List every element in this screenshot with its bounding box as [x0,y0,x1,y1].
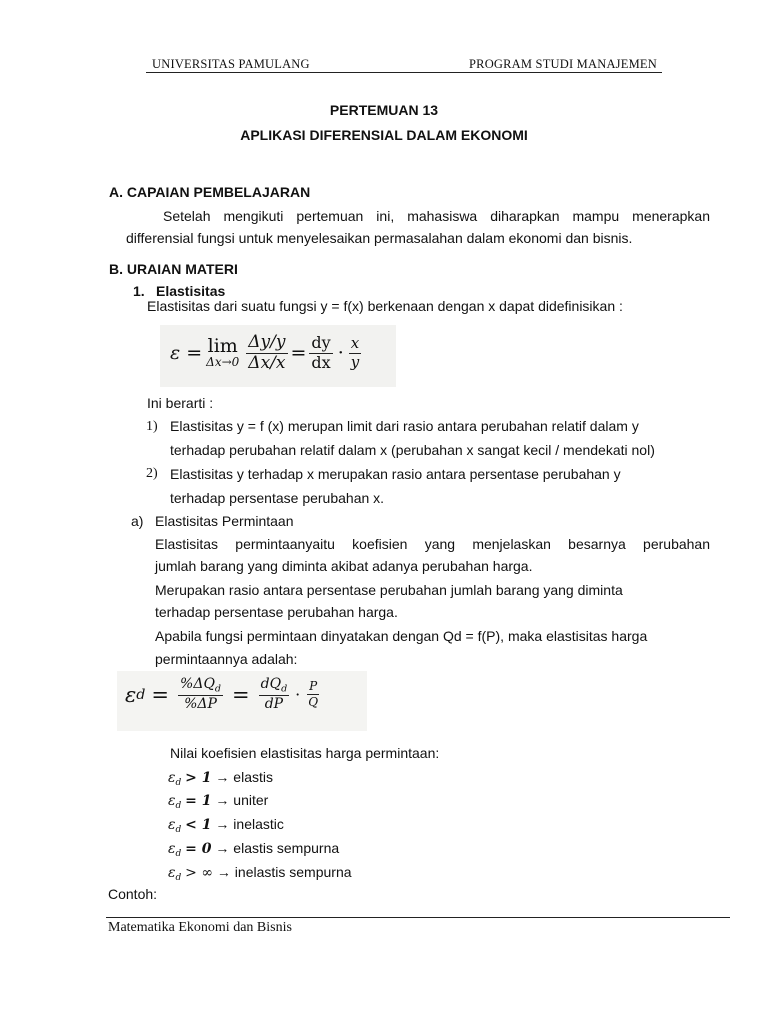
cond-meaning: → uniter [215,792,269,808]
formula-den1: Δx/x [248,352,286,373]
cond-eps-sub: d [175,849,182,859]
page-subtitle: APLIKASI DIFERENSIAL DALAM EKONOMI [240,127,528,143]
elastisitas-intro: Elastisitas dari suatu fungsi y = f(x) berkenaan dengan x dapat didefinisikan : [147,298,623,314]
item-2-line2: terhadap persentase perubahan x. [170,490,385,506]
f2-num2-sub: d [281,683,288,695]
permintaan-line2: jumlah barang yang diminta akibat adanya perubahan harga. [155,558,533,574]
f2-dot: · [295,685,301,704]
nilai-heading: Nilai koefisien elastisitas harga permintaan: [170,745,440,761]
sub-a-title: Elastisitas Permintaan [155,513,294,529]
condition-row [168,769,273,788]
cond-eps-sub: d [175,801,182,811]
sub-a-label: a) [131,513,144,529]
item-1-line2: terhadap perubahan relatif dalam x (perubahan x sangat kecil / mendekati nol) [170,442,655,458]
header-university: UNIVERSITAS PAMULANG [152,57,310,71]
formula-lim-sub: Δx→0 [206,355,240,370]
permintaan-line1: Elastisitas permintaanyaitu koefisien yang menjelaskan besarnya perubahan [155,536,710,552]
f2-num2: dQ [260,676,282,692]
cond-meaning: → elastis sempurna [215,840,340,856]
formula-epsilon: ε = [170,342,203,365]
subsection-number: 1. [133,283,145,299]
item-1-number: 1) [146,419,158,434]
cond-eps: ε [168,793,176,809]
f2-num1-sub: d [214,683,222,695]
formula-eq: = [290,342,307,365]
permintaan-line5: Apabila fungsi permintaan dinyatakan dengan Qd = f(P), maka elastisitas harga [155,628,648,644]
f2-den2: dP [264,696,284,713]
permintaan-line6: permintaannya adalah: [155,651,298,667]
cond-eps-sub: d [175,825,182,835]
item-2-line1: Elastisitas y terhadap x merupakan rasio antara persentase perubahan y [170,466,621,482]
condition-row [168,840,339,859]
f2-num1: %ΔQ [180,676,215,692]
cond-expr: > 1 [185,770,212,786]
formula-num1: Δy/y [248,332,286,352]
cond-eps: ε [168,841,176,857]
cond-meaning: → inelastis sempurna [216,864,352,880]
header-rule [146,72,662,73]
condition-row [168,816,284,835]
header-program: PROGRAM STUDI MANAJEMEN [469,57,657,71]
formula-lim: lim [207,335,238,358]
condition-row [168,792,268,811]
cond-meaning: → elastis [215,769,273,785]
subsection-title: Elastisitas [156,283,226,299]
condition-row [168,864,352,883]
cond-eps: ε [168,865,176,881]
cond-eps-sub: d [175,778,182,788]
elasticity-formula [160,325,396,387]
cond-expr: = 0 [185,841,212,857]
cond-expr: > ∞ [185,865,214,881]
formula-den3: y [350,352,360,371]
cond-eps: ε [168,770,176,786]
section-b-heading: B. URAIAN MATERI [109,261,238,277]
section-a-para-line2: differensial fungsi untuk menyelesaikan permasalahan dalam ekonomi dan bisnis. [126,230,633,246]
item-1-line1: Elastisitas y = f (x) merupan limit dari rasio antara perubahan relatif dalam y [170,418,639,434]
contoh-label: Contoh: [108,886,158,902]
permintaan-line4: terhadap persentase perubahan harga. [155,604,398,620]
permintaan-line3: Merupakan rasio antara persentase perubahan jumlah barang yang diminta [155,582,623,598]
cond-expr: < 1 [185,817,212,833]
f2-den1: %ΔP [184,696,217,713]
demand-elasticity-formula [117,671,367,731]
ini-berarti: Ini berarti : [147,395,214,411]
item-2-number: 2) [146,466,158,481]
f2-eq2: = [232,682,250,707]
section-a-para-line1: Setelah mengikuti pertemuan ini, mahasiswa diharapkan mampu menerapkan [163,208,710,224]
cond-meaning: → inelastic [215,816,284,832]
f2-num3: P [309,679,318,694]
cond-eps-sub: d [175,873,182,883]
formula-num2: dy [311,333,331,353]
f2-eq1: = [151,682,170,707]
f2-eps: ε [125,682,137,707]
section-a-heading: A. CAPAIAN PEMBELAJARAN [109,184,311,200]
cond-eps: ε [168,817,176,833]
f2-den3: Q [308,695,319,709]
cond-expr: = 1 [185,793,212,809]
formula-den2: dx [311,352,331,372]
footer-text: Matematika Ekonomi dan Bisnis [108,920,292,935]
page-title: PERTEMUAN 13 [329,102,439,118]
f2-eps-sub: d [136,686,146,703]
formula-dot: · [337,342,344,365]
footer-rule [106,917,730,918]
formula-num3: x [350,334,360,353]
